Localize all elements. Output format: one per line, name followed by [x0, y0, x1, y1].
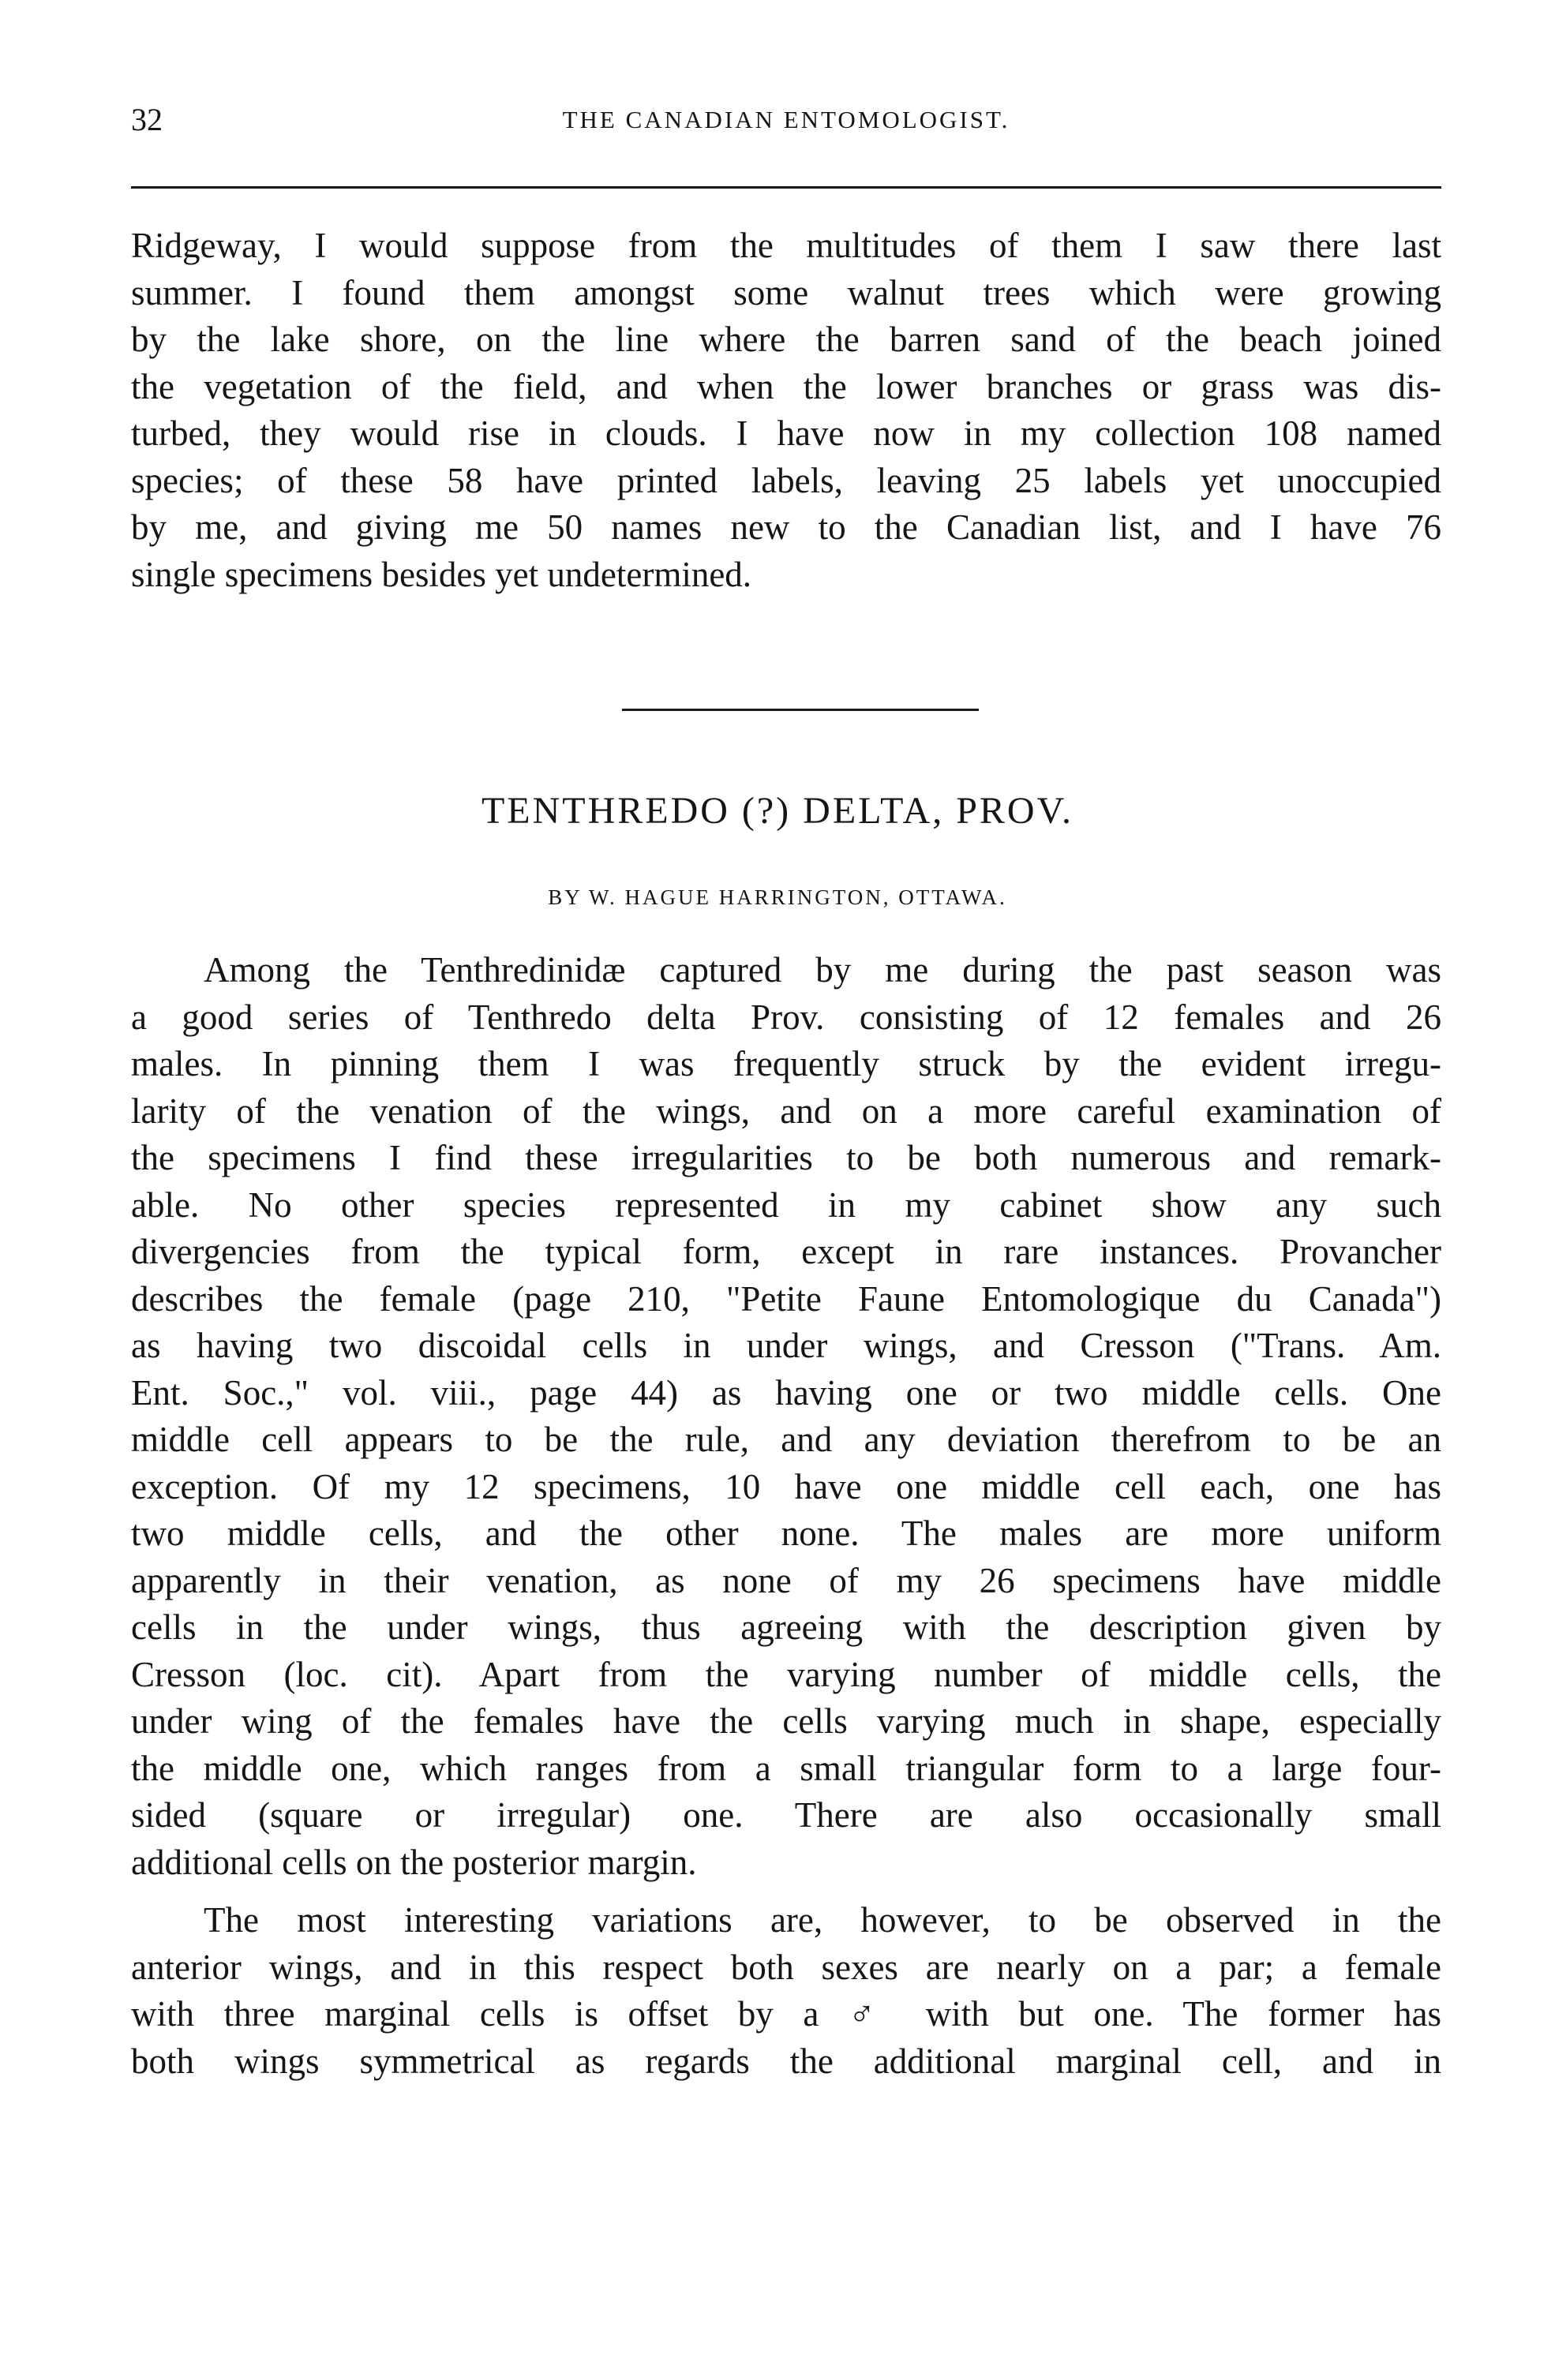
- text-line: Among the Tenthredinidæ captured by me during the past season was: [204, 950, 1441, 990]
- text-line: Cresson (loc. cit). Apart from the varying number of middle cells, the: [131, 1654, 1441, 1694]
- text-line: with three marginal cells is offset by a ♂ with but one. The former has: [131, 1994, 1441, 2034]
- text-line: single specimens besides yet undetermined.: [131, 554, 752, 594]
- text-line: apparently in their venation, as none of my 26 specimens have middle: [131, 1560, 1441, 1600]
- text-line: as having two discoidal cells in under wings, and Cresson ("Trans. Am.: [131, 1326, 1441, 1365]
- text-line: The most interesting variations are, however, to be observed in the: [204, 1900, 1441, 1940]
- text-line: Ridgeway, I would suppose from the multitudes of them I saw there last: [131, 226, 1441, 265]
- text-line: middle cell appears to be the rule, and any deviation therefrom to be an: [131, 1420, 1441, 1459]
- text-line: describes the female (page 210, "Petite Faune Entomologique du Canada"): [131, 1278, 1441, 1319]
- section-divider: [622, 709, 979, 711]
- text-line: species; of these 58 have printed labels, leaving 25 labels yet unoccupied: [131, 460, 1441, 500]
- text-line: divergencies from the typical form, except in rare instances. Provancher: [131, 1232, 1441, 1271]
- text-line: under wing of the females have the cells varying much in shape, especially: [131, 1701, 1441, 1741]
- text-line: anterior wings, and in this respect both sexes are nearly on a par; a female: [131, 1947, 1441, 1987]
- article-byline: BY W. HAGUE HARRINGTON, OTTAWA.: [548, 885, 1007, 909]
- page-number: 32: [131, 102, 163, 137]
- continued-paragraph: [131, 223, 1441, 598]
- text-line: sided (square or irregular) one. There are also occasionally small: [131, 1795, 1441, 1835]
- text-line: two middle cells, and the other none. The males are more uniform: [131, 1514, 1441, 1553]
- article-title: TENTHREDO (?) DELTA, PROV.: [481, 790, 1074, 832]
- text-line: exception. Of my 12 specimens, 10 have one middle cell each, one has: [131, 1466, 1441, 1506]
- text-line: additional cells on the posterior margin.: [131, 1842, 697, 1882]
- running-head: [131, 101, 1441, 148]
- article-body: [131, 947, 1441, 2085]
- text-line: by me, and giving me 50 names new to the Canadian list, and I have 76: [131, 507, 1441, 547]
- text-line: the specimens I find these irregularities to be both numerous and remark-: [131, 1138, 1441, 1177]
- text-line: the middle one, which ranges from a small triangular form to a large four-: [131, 1748, 1441, 1788]
- header-rule: [131, 186, 1441, 189]
- text-line: turbed, they would rise in clouds. I have now in my collection 108 named: [131, 414, 1441, 453]
- text-line: summer. I found them amongst some walnut trees which were growing: [131, 272, 1441, 312]
- journal-title: THE CANADIAN ENTOMOLOGIST.: [562, 106, 1010, 133]
- paragraph-1: [131, 947, 1441, 1886]
- paragraph-2: [131, 1897, 1441, 2085]
- text-line: the vegetation of the field, and when the lower branches or grass was dis-: [131, 366, 1441, 406]
- text-line: Ent. Soc.," vol. viii., page 44) as having one or two middle cells. One: [131, 1372, 1441, 1413]
- text-line: larity of the venation of the wings, and on a more careful examination of: [131, 1091, 1441, 1131]
- text-line: able. No other species represented in my cabinet show any such: [131, 1184, 1441, 1225]
- text-line: by the lake shore, on the line where the barren sand of the beach joined: [131, 320, 1441, 359]
- text-line: cells in the under wings, thus agreeing with the description given by: [131, 1607, 1441, 1647]
- text-line: males. In pinning them I was frequently struck by the evident irregu-: [131, 1044, 1441, 1083]
- text-line: a good series of Tenthredo delta Prov. consisting of 12 females and 26: [131, 997, 1441, 1037]
- text-line: both wings symmetrical as regards the additional marginal cell, and in: [131, 2041, 1441, 2081]
